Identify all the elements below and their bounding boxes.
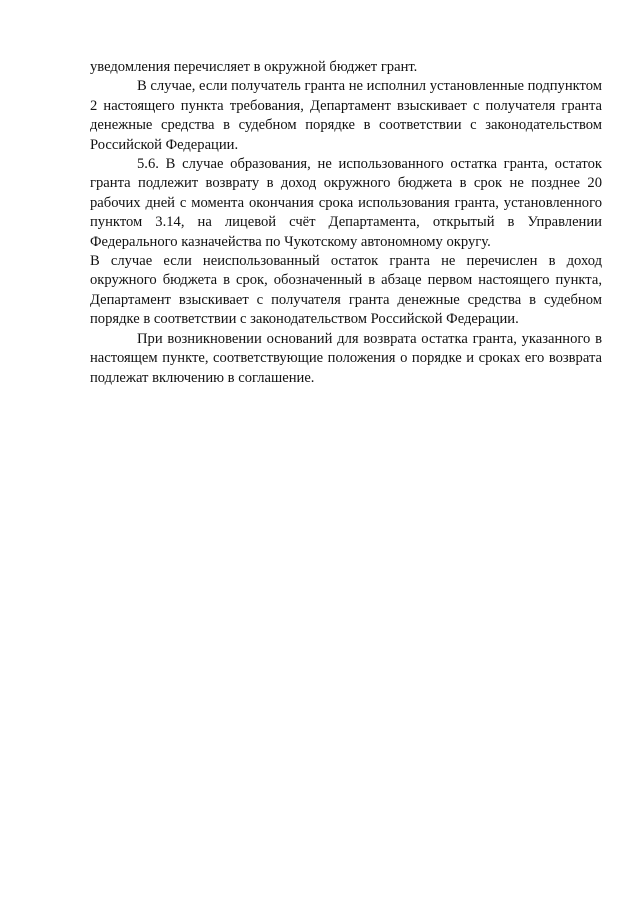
paragraph-agreement-inclusion: При возникновении оснований для возврата остатка гранта, указанного в настоящем пункте, соответствующие положения о порядке и сроках его возврата подлежат включению в соглашение. xyxy=(90,330,602,386)
document-page xyxy=(90,58,602,388)
paragraph-unreturned-balance: В случае если неиспользованный остаток гранта не перечислен в доход окружного бюджета в срок, обозначенный в абзаце первом настоящего пункта, Департамент взыскивает с получателя гранта денежные средства в судебном порядке в соответствии с законодательством Российской Федерации. xyxy=(90,253,602,328)
paragraph-5-6: 5.6. В случае образования, не использованного остатка гранта, остаток гранта подлежит возврату в доход окружного бюджета в срок не позднее 20 рабочих дней с момента окончания срока использования гранта, установленного пунктом 3.14, на лицевой счёт Департамента, открытый в Управлении Федерального казначейства по Чукотскому автономному округу. xyxy=(90,156,602,250)
paragraph-penalty-recovery: В случае, если получатель гранта не исполнил установленные подпунктом 2 настоящего пункта требования, Департамент взыскивает с получателя гранта денежные средства в судебном порядке в соответствии с законодательством Российской Федерации. xyxy=(90,78,602,153)
paragraph-continuation: уведомления перечисляет в окружной бюджет грант. xyxy=(90,59,418,75)
